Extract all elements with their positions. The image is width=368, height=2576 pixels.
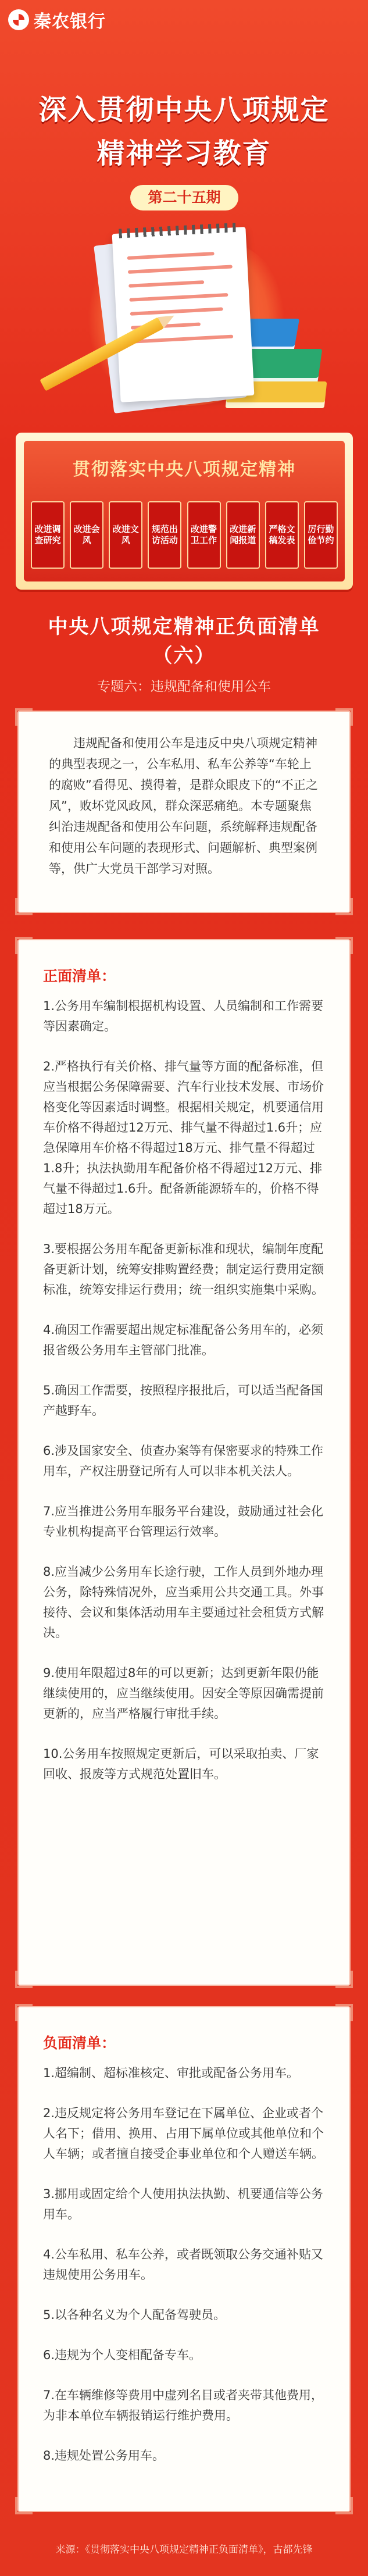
page-title-line2: 精神学习教育 [97, 137, 271, 170]
list-item: 3.挪用或固定给个人使用执法执勤、机要通信等公务用车。 [43, 2187, 324, 2221]
positive-list-label: 正面清单： [43, 968, 116, 984]
positive-list [43, 996, 328, 1804]
list-item: 3.要根据公务用车配备更新标准和现状，编制年度配备更新计划，统筹安排购置经费；制定运行费用定额标准，统筹安排运行费用；统一组织实施集中采购。 [43, 1242, 324, 1297]
intro-card [17, 711, 351, 913]
banner-title: 贯彻落实中央八项规定精神 [73, 459, 296, 480]
banner-tag: 严格文稿发表 [265, 501, 299, 569]
list-item: 2.严格执行有关价格、排气量等方面的配备标准，但应当根据公务保障需要、汽车行业技术发展、市场价格变化等因素适时调整。根据相关规定，机要通信用车价格不得超过12万元、排气量不得超过1.6升；应急保障用车价格不得超过18万元、排气量不得超过1.8升；执法执勤用车配备价格不得超过12万元、排气量不得超过1.6升。配备新能源轿车的，价格不得超过18万元。 [43, 1059, 324, 1216]
intro-text: 违规配备和使用公车是违反中央八项规定精神的典型表现之一，公车私用、私车公养等“车轮上的腐败”看得见、摸得着，是群众眼皮下的“不正之风”，败坏党风政风，群众深恶痛绝。本专题聚焦纠治违规配备和使用公车问题，系统解释违规配备和使用公车问题的表现形式、问题解析、典型案例等，供广大党员干部学习对照。 [49, 736, 318, 876]
list-item: 9.使用年限超过8年的可以更新；达到更新年限仍能继续使用的，应当继续使用。因安全等原因确需提前更新的，应当严格履行审批手续。 [43, 1666, 324, 1721]
bank-logo [8, 7, 106, 33]
banner-tag: 厉行勤俭节约 [304, 501, 338, 569]
source-footer: 来源：《贯彻落实中央八项规定精神正负面清单》，古都先锋 [55, 2544, 313, 2556]
list-item: 4.公车私用、私车公养，或者既领取公务交通补贴又违规使用公务用车。 [43, 2247, 324, 2282]
negative-list [43, 2063, 328, 2486]
section-title: 中央八项规定精神正负面清单 [48, 615, 320, 638]
banner-tag: 规范出访活动 [148, 501, 181, 569]
banner-tag: 改进新闻报道 [226, 501, 260, 569]
positive-list-card [17, 939, 351, 1986]
list-item: 4.确因工作需要超出规定标准配备公务用车的，必须报省级公务用车主管部门批准。 [43, 1323, 324, 1357]
list-item: 8.应当减少公务用车长途行驶，工作人员到外地办理公务，除特殊情况外，应当乘用公共交通工具。外事接待、会议和集体活动用车主要通过社会租赁方式解决。 [43, 1565, 324, 1640]
list-item: 6.涉及国家安全、侦查办案等有保密要求的特殊工作用车，产权注册登记所有人可以非本机关法人。 [43, 1444, 324, 1478]
banner-tag: 改进会风 [70, 501, 103, 569]
list-item: 2.违反规定将公务用车登记在下属单位、企业或者个人名下；借用、换用、占用下属单位或其他单位和个人车辆；或者擅自接受企事业单位和个人赠送车辆。 [43, 2106, 324, 2161]
list-item: 5.确因工作需要，按照程序报批后，可以适当配备国产越野车。 [43, 1383, 324, 1418]
negative-list-card [17, 2006, 351, 2512]
list-item: 1.超编制、超标准核定、审批或配备公务用车。 [43, 2066, 299, 2080]
list-item: 6.违规为个人变相配备专车。 [43, 2348, 202, 2362]
list-item: 10.公务用车按照规定更新后，可以采取拍卖、厂家回收、报废等方式规范处置旧车。 [43, 1747, 319, 1781]
list-item: 7.在车辆维修等费用中虚列名目或者夹带其他费用，为非本单位车辆报销运行维护费用。 [43, 2388, 324, 2422]
issue-badge: 第二十五期 [130, 185, 238, 210]
list-item: 5.以各种名义为个人配备驾驶员。 [43, 2308, 226, 2322]
bank-name: 秦农银行 [34, 12, 106, 32]
list-item: 1.公务用车编制根据机构设置、人员编制和工作需要等因素确定。 [43, 999, 324, 1033]
page-title-line1: 深入贯彻中央八项规定 [38, 94, 330, 126]
eight-rules-banner [16, 433, 353, 590]
banner-tags [31, 501, 338, 569]
negative-list-label: 负面清单： [43, 2035, 116, 2051]
banner-tag: 改进调查研究 [31, 501, 65, 569]
list-item: 8.违规处置公务用车。 [43, 2449, 165, 2463]
section-title-sub: （六） [152, 644, 216, 668]
notebook-illustration [35, 220, 337, 412]
list-item: 7.应当推进公务用车服务平台建设，鼓励通过社会化专业机构提高平台管理运行效率。 [43, 1504, 324, 1539]
banner-tag: 改进文风 [109, 501, 142, 569]
bank-logo-icon [8, 9, 29, 30]
section-subtitle: 专题六：违规配备和使用公车 [97, 679, 271, 694]
banner-tag: 改进警卫工作 [187, 501, 221, 569]
notebook-icon [112, 227, 255, 402]
